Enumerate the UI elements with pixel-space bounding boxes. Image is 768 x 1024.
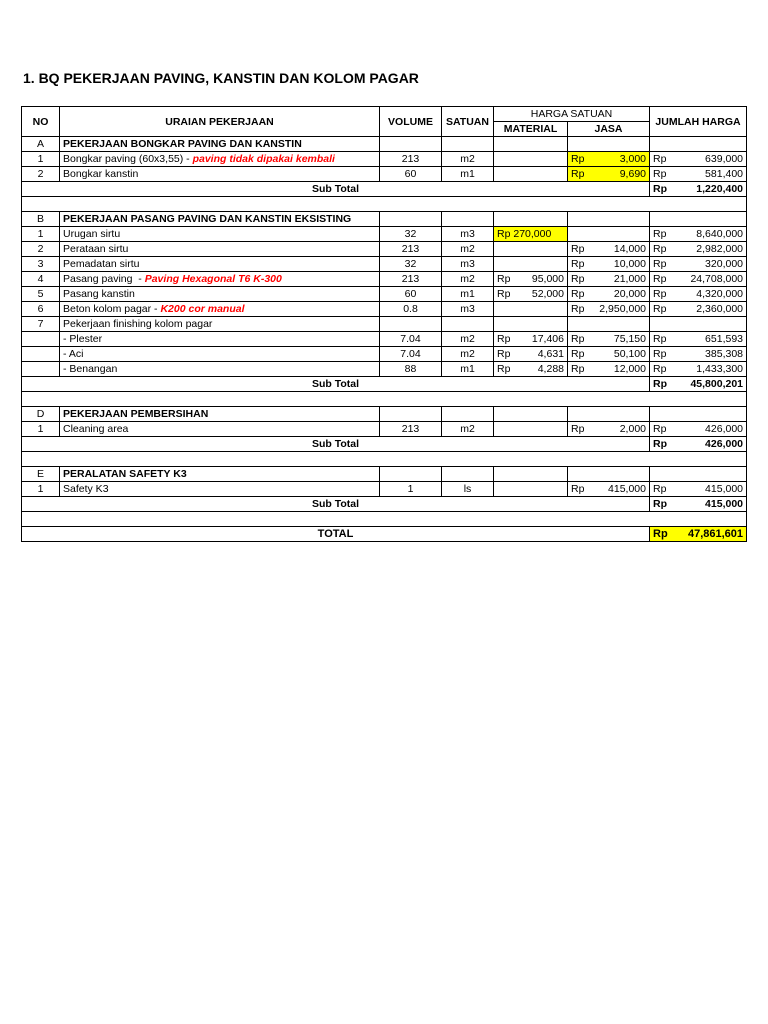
item-jumlah-currency: Rp [650,287,672,302]
table-row [22,362,747,377]
header-jumlah: JUMLAH HARGA [650,107,747,137]
empty-cell [568,137,650,152]
item-jumlah-currency: Rp [650,482,672,497]
item-satuan: m1 [442,362,494,377]
subtotal-label: Sub Total [22,437,650,452]
item-satuan: m3 [442,302,494,317]
item-jasa-currency [568,317,590,332]
item-jumlah-value: 1,433,300 [672,362,747,377]
item-jumlah-currency: Rp [650,272,672,287]
item-jumlah-currency: Rp [650,422,672,437]
item-volume: 60 [380,287,442,302]
item-desc-text: Urugan sirtu [63,228,121,240]
header-no: NO [22,107,60,137]
empty-cell [568,467,650,482]
item-description [60,332,380,347]
table-row [22,332,747,347]
item-material-currency [494,482,516,497]
item-desc-text: Perataan sirtu [63,243,129,255]
item-volume: 213 [380,152,442,167]
item-volume: 88 [380,362,442,377]
subtotal-value: 45,800,201 [672,377,747,392]
item-jumlah-value: 4,320,000 [672,287,747,302]
item-jumlah-currency: Rp [650,152,672,167]
item-jasa-value: 2,950,000 [590,302,650,317]
item-satuan: m1 [442,167,494,182]
item-material [494,227,568,242]
item-jumlah-currency: Rp [650,227,672,242]
item-description [60,422,380,437]
total-value: 47,861,601 [672,527,747,542]
empty-cell [650,407,747,422]
item-jasa-currency [568,227,590,242]
item-material-currency [494,242,516,257]
blank-cell [22,512,747,527]
table-row [22,167,747,182]
item-no [22,362,60,377]
item-material-value [516,152,568,167]
item-volume: 7.04 [380,347,442,362]
header-jasa: JASA [568,122,650,137]
subtotal-label: Sub Total [22,377,650,392]
section-title: PEKERJAAN PASANG PAVING DAN KANSTIN EKSISTING [60,212,380,227]
item-desc-text: Pasang kanstin [63,288,135,300]
table-row [22,482,747,497]
item-material-currency: Rp [494,332,516,347]
item-description [60,482,380,497]
item-satuan: m2 [442,152,494,167]
item-desc-text: Cleaning area [63,423,129,435]
item-description [60,257,380,272]
item-satuan: m3 [442,227,494,242]
header-satuan: SATUAN [442,107,494,137]
item-no: 3 [22,257,60,272]
item-satuan: m3 [442,257,494,272]
item-jasa-value [590,317,650,332]
table-row [22,317,747,332]
item-jumlah-currency [650,317,672,332]
item-material-value [516,302,568,317]
subtotal-label: Sub Total [22,497,650,512]
item-jasa-value: 75,150 [590,332,650,347]
item-material-value [516,422,568,437]
item-satuan: m2 [442,347,494,362]
item-jumlah-value: 385,308 [672,347,747,362]
item-volume: 32 [380,227,442,242]
empty-cell [494,137,568,152]
item-jasa-value: 415,000 [590,482,650,497]
table-row [22,287,747,302]
section-code: E [22,467,60,482]
item-no: 2 [22,167,60,182]
item-jasa-currency: Rp [568,422,590,437]
empty-cell [568,407,650,422]
section-code: A [22,137,60,152]
blank-row [22,512,747,527]
item-volume: 32 [380,257,442,272]
item-material-currency [494,152,516,167]
blank-row [22,197,747,212]
item-jasa-value: 20,000 [590,287,650,302]
empty-cell [442,467,494,482]
item-jumlah-currency: Rp [650,257,672,272]
subtotal-value: 1,220,400 [672,182,747,197]
item-description [60,362,380,377]
item-jumlah-currency: Rp [650,362,672,377]
empty-cell [380,212,442,227]
item-jasa-currency: Rp [568,362,590,377]
item-jumlah-currency: Rp [650,242,672,257]
item-jumlah-value [672,317,747,332]
section-header [22,407,747,422]
item-jumlah-value: 320,000 [672,257,747,272]
item-material-value [516,317,568,332]
item-no: 7 [22,317,60,332]
item-description [60,242,380,257]
item-no: 1 [22,482,60,497]
subtotal-row [22,497,747,512]
section-header [22,467,747,482]
item-desc-text: Bongkar kanstin [63,168,139,180]
item-jasa-currency: Rp [568,167,590,182]
empty-cell [650,212,747,227]
total-label: TOTAL [22,527,650,542]
item-satuan: m2 [442,242,494,257]
item-jasa-currency: Rp [568,152,590,167]
item-jumlah-currency: Rp [650,167,672,182]
item-description [60,287,380,302]
item-jasa-value: 50,100 [590,347,650,362]
section-title: PEKERJAAN PEMBERSIHAN [60,407,380,422]
item-jasa-currency: Rp [568,272,590,287]
item-note: Paving Hexagonal T6 K-300 [144,273,282,285]
item-material-value: 52,000 [516,287,568,302]
item-jumlah-value: 2,982,000 [672,242,747,257]
item-jasa-currency: Rp [568,257,590,272]
item-material-value: 17,406 [516,332,568,347]
item-no: 1 [22,152,60,167]
item-desc-text: Safety K3 [63,483,109,495]
section-header [22,137,747,152]
item-jumlah-value: 426,000 [672,422,747,437]
section-header [22,212,747,227]
item-jumlah-value: 8,640,000 [672,227,747,242]
item-satuan: m1 [442,287,494,302]
item-description [60,272,380,287]
item-material-value: 4,631 [516,347,568,362]
empty-cell [650,137,747,152]
item-material-currency: Rp [494,287,516,302]
item-jumlah-value: 651,593 [672,332,747,347]
item-jasa-value: 2,000 [590,422,650,437]
item-description [60,152,380,167]
item-material-currency [494,422,516,437]
item-jumlah-value: 2,360,000 [672,302,747,317]
item-jumlah-currency: Rp [650,332,672,347]
subtotal-value: 426,000 [672,437,747,452]
table-row [22,242,747,257]
item-volume: 60 [380,167,442,182]
section-code: D [22,407,60,422]
item-note: K200 cor manual [160,303,245,315]
item-material-value [516,257,568,272]
item-satuan: m2 [442,272,494,287]
item-description [60,167,380,182]
item-satuan: m2 [442,422,494,437]
page-title: 1. BQ PEKERJAAN PAVING, KANSTIN DAN KOLOM PAGAR [23,70,419,86]
empty-cell [442,212,494,227]
material-currency: Rp [497,228,511,240]
header-material: MATERIAL [494,122,568,137]
empty-cell [442,407,494,422]
item-material-currency [494,302,516,317]
item-material-value: 95,000 [516,272,568,287]
item-jumlah-value: 581,400 [672,167,747,182]
item-volume: 213 [380,242,442,257]
item-jasa-value [590,227,650,242]
item-no: 5 [22,287,60,302]
header-volume: VOLUME [380,107,442,137]
item-volume: 213 [380,272,442,287]
header-row-1 [22,107,747,122]
subtotal-currency: Rp [650,437,672,452]
item-no [22,347,60,362]
section-title: PERALATAN SAFETY K3 [60,467,380,482]
item-jasa-value: 14,000 [590,242,650,257]
blank-row [22,392,747,407]
subtotal-row [22,182,747,197]
item-volume [380,317,442,332]
item-material-currency [494,317,516,332]
item-volume: 7.04 [380,332,442,347]
item-material-currency [494,167,516,182]
item-jasa-value: 21,000 [590,272,650,287]
empty-cell [494,212,568,227]
blank-cell [22,197,747,212]
item-desc-text: Beton kolom pagar - [63,303,161,315]
item-desc-text: - Benangan [63,363,118,375]
item-material-value [516,167,568,182]
item-volume: 0.8 [380,302,442,317]
item-desc-text: - Plester [63,333,103,345]
table-row [22,152,747,167]
empty-cell [442,137,494,152]
item-volume: 1 [380,482,442,497]
item-jumlah-currency: Rp [650,302,672,317]
item-material-value: 4,288 [516,362,568,377]
item-material-currency [494,257,516,272]
empty-cell [494,467,568,482]
item-material-value [516,482,568,497]
item-no: 4 [22,272,60,287]
table-row [22,227,747,242]
subtotal-row [22,437,747,452]
blank-row [22,452,747,467]
item-jumlah-currency: Rp [650,347,672,362]
item-jasa-currency: Rp [568,287,590,302]
item-jasa-value: 3,000 [590,152,650,167]
item-desc-text: Bongkar paving (60x3,55) - [63,153,193,165]
header-uraian: URAIAN PEKERJAAN [60,107,380,137]
empty-cell [380,467,442,482]
item-no: 1 [22,422,60,437]
item-desc-text: - Aci [63,348,84,360]
item-no: 6 [22,302,60,317]
item-jumlah-value: 639,000 [672,152,747,167]
item-desc-text: Pemadatan sirtu [63,258,140,270]
item-jasa-value: 10,000 [590,257,650,272]
item-jasa-currency: Rp [568,332,590,347]
table-row [22,422,747,437]
empty-cell [494,407,568,422]
item-jasa-currency: Rp [568,347,590,362]
table-row [22,272,747,287]
material-value: 270,000 [513,228,552,240]
item-satuan: ls [442,482,494,497]
item-jumlah-value: 415,000 [672,482,747,497]
item-material-currency: Rp [494,347,516,362]
subtotal-currency: Rp [650,182,672,197]
section-title: PEKERJAAN BONGKAR PAVING DAN KANSTIN [60,137,380,152]
item-material-currency: Rp [494,272,516,287]
item-description [60,347,380,362]
empty-cell [380,407,442,422]
blank-cell [22,392,747,407]
total-currency: Rp [650,527,672,542]
item-no [22,332,60,347]
item-volume: 213 [380,422,442,437]
empty-cell [650,467,747,482]
table-row [22,257,747,272]
item-jasa-currency: Rp [568,242,590,257]
table-row [22,347,747,362]
item-no: 1 [22,227,60,242]
item-description [60,227,380,242]
item-jasa-value: 9,690 [590,167,650,182]
total-row [22,527,747,542]
subtotal-currency: Rp [650,497,672,512]
section-code: B [22,212,60,227]
empty-cell [380,137,442,152]
item-description [60,317,380,332]
item-satuan: m2 [442,332,494,347]
subtotal-value: 415,000 [672,497,747,512]
item-satuan [442,317,494,332]
item-material-value [516,242,568,257]
item-jasa-currency: Rp [568,302,590,317]
item-note: paving tidak dipakai kembali [192,153,335,165]
blank-cell [22,452,747,467]
subtotal-label: Sub Total [22,182,650,197]
empty-cell [568,212,650,227]
item-desc-text: Pasang paving - [63,273,145,285]
header-harga-satuan: HARGA SATUAN [494,107,650,122]
item-jumlah-value: 24,708,000 [672,272,747,287]
item-jasa-currency: Rp [568,482,590,497]
item-no: 2 [22,242,60,257]
item-description [60,302,380,317]
bq-table [21,106,747,542]
table-row [22,302,747,317]
item-material-currency: Rp [494,362,516,377]
item-desc-text: Pekerjaan finishing kolom pagar [63,318,213,330]
subtotal-row [22,377,747,392]
subtotal-currency: Rp [650,377,672,392]
item-jasa-value: 12,000 [590,362,650,377]
